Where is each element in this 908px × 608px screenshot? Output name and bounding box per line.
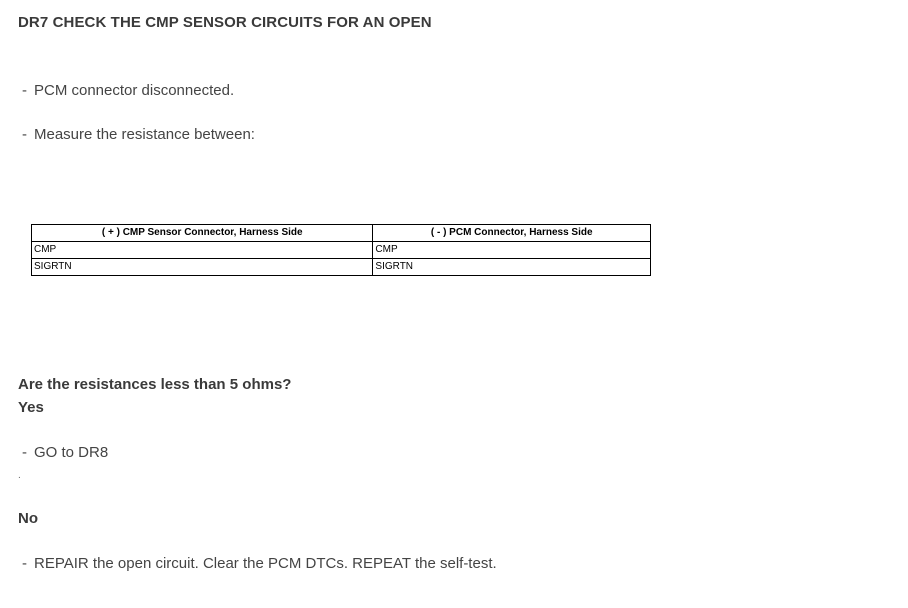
yes-action xyxy=(22,444,108,461)
yes-action-text: GO to DR8 xyxy=(34,444,109,461)
table-cell: SIGRTN xyxy=(373,259,651,276)
table-row xyxy=(32,242,651,259)
no-action xyxy=(22,555,497,572)
step-measure xyxy=(22,126,255,143)
bullet-dash: - xyxy=(22,444,27,461)
table-row xyxy=(32,259,651,276)
step-text: PCM connector disconnected. xyxy=(34,82,235,99)
table-header-row xyxy=(32,225,651,242)
question-text: Are the resistances less than 5 ohms? xyxy=(18,376,292,393)
step-text: Measure the resistance between: xyxy=(34,126,255,143)
table-cell: SIGRTN xyxy=(32,259,373,276)
no-label: No xyxy=(18,510,38,527)
column-header-negative: ( - ) PCM Connector, Harness Side xyxy=(373,225,651,242)
no-action-text: REPAIR the open circuit. Clear the PCM DTCs. REPEAT the self-test. xyxy=(34,555,497,572)
yes-label: Yes xyxy=(18,399,44,416)
step-disconnect xyxy=(22,82,234,99)
resistance-table xyxy=(31,224,651,276)
table-cell: CMP xyxy=(373,242,651,259)
bullet-dash: - xyxy=(22,126,27,143)
table-cell: CMP xyxy=(32,242,373,259)
page-title: DR7 CHECK THE CMP SENSOR CIRCUITS FOR AN OPEN xyxy=(18,14,432,31)
trailing-dot: . xyxy=(18,470,21,481)
bullet-dash: - xyxy=(22,82,27,99)
bullet-dash: - xyxy=(22,555,27,572)
column-header-positive: ( + ) CMP Sensor Connector, Harness Side xyxy=(32,225,373,242)
